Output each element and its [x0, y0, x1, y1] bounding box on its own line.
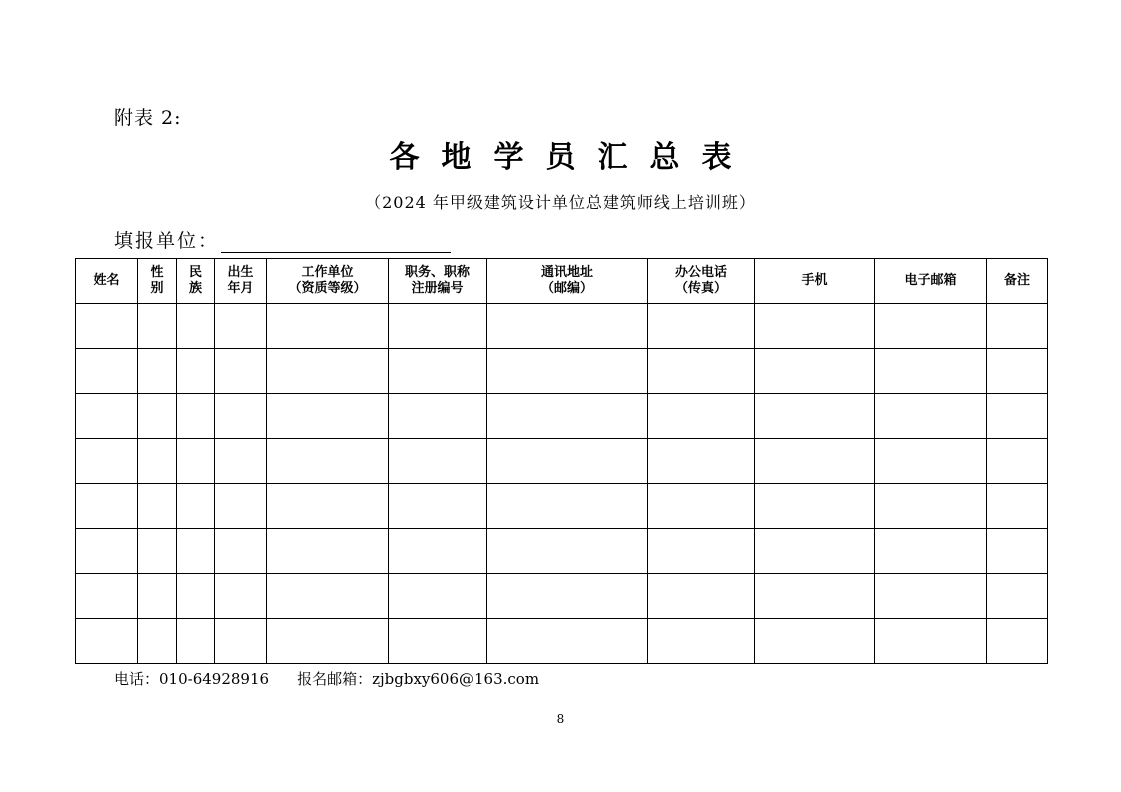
table-cell[interactable]: [755, 484, 875, 529]
student-roster-table: [75, 258, 1048, 664]
table-cell[interactable]: [76, 439, 138, 484]
table-cell[interactable]: [987, 619, 1048, 664]
table-cell[interactable]: [215, 439, 267, 484]
table-row: [76, 439, 1048, 484]
table-cell[interactable]: [648, 619, 755, 664]
table-cell[interactable]: [389, 439, 487, 484]
table-cell[interactable]: [215, 529, 267, 574]
table-row: [76, 394, 1048, 439]
table-cell[interactable]: [875, 394, 987, 439]
table-cell[interactable]: [138, 529, 177, 574]
table-cell[interactable]: [138, 619, 177, 664]
table-cell[interactable]: [648, 529, 755, 574]
attachment-label: 附表 2:: [114, 107, 182, 129]
table-cell[interactable]: [487, 349, 648, 394]
table-cell[interactable]: [267, 529, 389, 574]
table-cell[interactable]: [138, 574, 177, 619]
table-cell[interactable]: [875, 439, 987, 484]
table-cell[interactable]: [215, 349, 267, 394]
reporting-unit-field[interactable]: [221, 230, 451, 253]
table-cell[interactable]: [755, 304, 875, 349]
table-cell[interactable]: [177, 304, 215, 349]
table-row: [76, 529, 1048, 574]
table-cell[interactable]: [76, 574, 138, 619]
table-cell[interactable]: [987, 484, 1048, 529]
table-cell[interactable]: [648, 394, 755, 439]
table-cell[interactable]: [487, 484, 648, 529]
table-row: [76, 619, 1048, 664]
table-cell[interactable]: [389, 394, 487, 439]
phone-number: 010-64928916: [159, 670, 270, 688]
header-remarks: 备注: [987, 259, 1048, 304]
table-cell[interactable]: [177, 484, 215, 529]
header-birth-date: 出生 年月: [215, 259, 267, 304]
table-cell[interactable]: [177, 574, 215, 619]
header-address: 通讯地址 （邮编）: [487, 259, 648, 304]
table-cell[interactable]: [76, 394, 138, 439]
table-cell[interactable]: [875, 529, 987, 574]
header-employer: 工作单位 （资质等级）: [267, 259, 389, 304]
table-cell[interactable]: [987, 349, 1048, 394]
table-cell[interactable]: [177, 394, 215, 439]
table-cell[interactable]: [487, 529, 648, 574]
table-cell[interactable]: [177, 439, 215, 484]
table-row: [76, 484, 1048, 529]
table-cell[interactable]: [875, 574, 987, 619]
contact-footer: [114, 668, 539, 689]
table-cell[interactable]: [987, 394, 1048, 439]
phone-label: 电话：: [114, 670, 160, 688]
table-cell[interactable]: [987, 574, 1048, 619]
table-cell[interactable]: [487, 394, 648, 439]
table-cell[interactable]: [177, 349, 215, 394]
table-cell[interactable]: [267, 304, 389, 349]
header-office-phone: 办公电话 （传真）: [648, 259, 755, 304]
table-cell[interactable]: [648, 304, 755, 349]
table-cell[interactable]: [648, 484, 755, 529]
table-cell[interactable]: [755, 394, 875, 439]
table-cell[interactable]: [648, 574, 755, 619]
table-cell[interactable]: [138, 484, 177, 529]
table-row: [76, 574, 1048, 619]
table-cell[interactable]: [267, 484, 389, 529]
table-cell[interactable]: [138, 394, 177, 439]
table-cell[interactable]: [267, 574, 389, 619]
table-cell[interactable]: [875, 619, 987, 664]
table-cell[interactable]: [267, 619, 389, 664]
table-cell[interactable]: [875, 349, 987, 394]
table-cell[interactable]: [76, 619, 138, 664]
table-cell[interactable]: [487, 304, 648, 349]
header-ethnicity: 民 族: [177, 259, 215, 304]
table-cell[interactable]: [215, 619, 267, 664]
table-cell[interactable]: [755, 439, 875, 484]
table-cell[interactable]: [76, 349, 138, 394]
reporting-unit-label: 填报单位：: [114, 230, 220, 252]
table-cell[interactable]: [267, 439, 389, 484]
table-cell[interactable]: [755, 619, 875, 664]
table-cell[interactable]: [138, 439, 177, 484]
header-mobile: 手机: [755, 259, 875, 304]
table-cell[interactable]: [389, 619, 487, 664]
table-cell[interactable]: [389, 484, 487, 529]
table-row: [76, 304, 1048, 349]
table-cell[interactable]: [215, 574, 267, 619]
table-cell[interactable]: [875, 304, 987, 349]
table-cell[interactable]: [76, 529, 138, 574]
header-name: 姓名: [76, 259, 138, 304]
reporting-unit-row: [114, 226, 451, 253]
page-title: 各地学员汇总表: [389, 140, 754, 175]
email-address: zjbgbxy606@163.com: [372, 670, 540, 688]
table-cell[interactable]: [987, 304, 1048, 349]
table-cell[interactable]: [138, 304, 177, 349]
table-cell[interactable]: [755, 529, 875, 574]
table-body: [76, 304, 1048, 664]
table-cell[interactable]: [389, 349, 487, 394]
table-cell[interactable]: [755, 349, 875, 394]
table-cell[interactable]: [389, 529, 487, 574]
table-cell[interactable]: [648, 349, 755, 394]
table-cell[interactable]: [389, 574, 487, 619]
table-cell[interactable]: [487, 619, 648, 664]
table-header-row: [76, 259, 1048, 304]
table-cell[interactable]: [76, 304, 138, 349]
header-gender: 性 别: [138, 259, 177, 304]
page-subtitle: （2024 年甲级建筑设计单位总建筑师线上培训班）: [365, 193, 756, 212]
table-cell[interactable]: [389, 304, 487, 349]
table-cell[interactable]: [267, 349, 389, 394]
table-cell[interactable]: [76, 484, 138, 529]
table-cell[interactable]: [487, 439, 648, 484]
table-cell[interactable]: [755, 574, 875, 619]
email-label: 报名邮箱：: [297, 670, 373, 688]
table-cell[interactable]: [215, 304, 267, 349]
table-cell[interactable]: [987, 439, 1048, 484]
header-email: 电子邮箱: [875, 259, 987, 304]
table-cell[interactable]: [177, 619, 215, 664]
page-number: 8: [556, 712, 565, 726]
table-cell[interactable]: [487, 574, 648, 619]
header-position: 职务、职称 注册编号: [389, 259, 487, 304]
table-cell[interactable]: [215, 394, 267, 439]
table-cell[interactable]: [648, 439, 755, 484]
table-cell[interactable]: [267, 394, 389, 439]
table-cell[interactable]: [215, 484, 267, 529]
table-cell[interactable]: [875, 484, 987, 529]
table-cell[interactable]: [177, 529, 215, 574]
table-cell[interactable]: [138, 349, 177, 394]
table-cell[interactable]: [987, 529, 1048, 574]
table-row: [76, 349, 1048, 394]
